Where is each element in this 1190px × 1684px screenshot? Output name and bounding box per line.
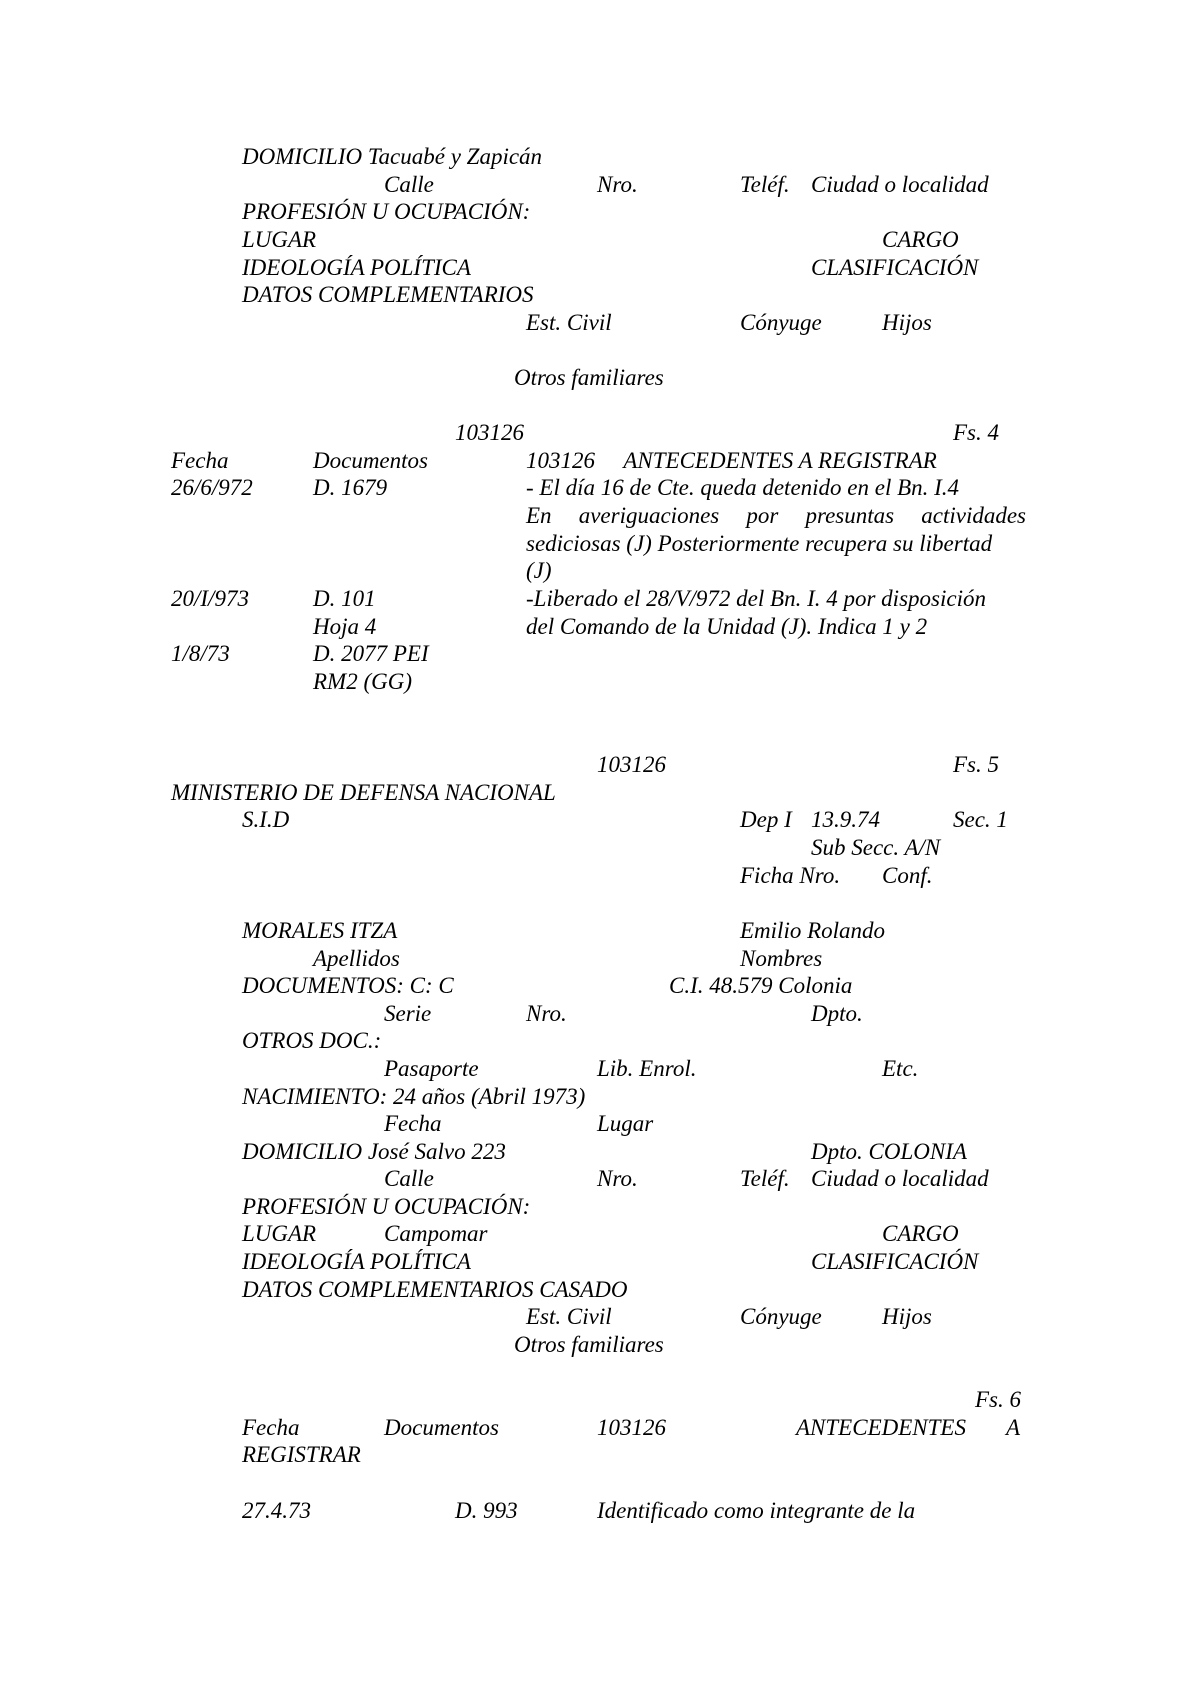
entry-text-line: - El día 16 de Cte. queda detenido en el Bn. I.4 <box>526 475 960 500</box>
file-number: 103126 <box>597 752 666 777</box>
hijos-label: Hijos <box>882 1304 932 1329</box>
nombres-value: Emilio Rolando <box>740 918 886 943</box>
telef-label: Teléf. <box>740 172 790 197</box>
lugar-label: LUGAR <box>242 227 317 252</box>
entry-doc: D. 101 <box>313 586 376 611</box>
profesion-label: PROFESIÓN U OCUPACIÓN: <box>242 1194 531 1219</box>
domicilio-line: DOMICILIO José Salvo 223 <box>242 1139 506 1164</box>
entry-doc: Hoja 4 <box>313 614 377 639</box>
file-number: 103126 <box>597 1415 666 1440</box>
lugar-value: Campomar <box>384 1221 488 1246</box>
ciudad-label: Ciudad o localidad <box>811 172 989 197</box>
entry-text-line: -Liberado el 28/V/972 del Bn. I. 4 por disposición <box>526 586 986 611</box>
dep-label: Dep I <box>740 807 792 832</box>
entry-doc: D. 2077 PEI <box>313 641 429 666</box>
ideologia-label: IDEOLOGÍA POLÍTICA <box>242 1249 471 1274</box>
ciudad-label: Ciudad o localidad <box>811 1166 989 1191</box>
ideologia-label: IDEOLOGÍA POLÍTICA <box>242 255 471 280</box>
entry-doc: D. 1679 <box>313 475 388 500</box>
lugar-label: LUGAR <box>242 1221 317 1246</box>
otros-familiares-label: Otros familiares <box>514 1332 664 1357</box>
entry-fecha: 26/6/972 <box>171 475 253 500</box>
ci-value: C.I. 48.579 Colonia <box>669 973 853 998</box>
pasaporte-label: Pasaporte <box>384 1056 479 1081</box>
etc-label: Etc. <box>882 1056 919 1081</box>
entry-text-line: En averiguaciones por presuntas actividades <box>526 503 1026 528</box>
entry-fecha: 1/8/73 <box>171 641 230 666</box>
datos-complementarios-line: DATOS COMPLEMENTARIOS CASADO <box>242 1277 628 1302</box>
conyuge-label: Cónyuge <box>740 310 822 335</box>
est-civil-label: Est. Civil <box>526 1304 612 1329</box>
apellidos-label: Apellidos <box>313 946 400 971</box>
sid-label: S.I.D <box>242 807 290 832</box>
entry-text-line: Identificado como integrante de la <box>597 1498 916 1523</box>
serie-label: Serie <box>384 1001 432 1026</box>
telef-label: Teléf. <box>740 1166 790 1191</box>
nro-label: Nro. <box>597 172 638 197</box>
col-antecedentes: 103126 ANTECEDENTES A REGISTRAR <box>526 448 937 473</box>
lugar-nac-label: Lugar <box>597 1111 654 1136</box>
entry-doc: D. 993 <box>455 1498 518 1523</box>
folio-number: Fs. 4 <box>953 420 999 445</box>
apellidos-value: MORALES ITZA <box>242 918 398 943</box>
conf-label: Conf. <box>882 863 933 888</box>
est-civil-label: Est. Civil <box>526 310 612 335</box>
ministerio-heading: MINISTERIO DE DEFENSA NACIONAL <box>171 780 556 805</box>
col-fecha: Fecha <box>242 1415 300 1440</box>
clasificacion-label: CLASIFICACIÓN <box>811 1249 979 1274</box>
entry-fecha: 27.4.73 <box>242 1498 311 1523</box>
folio-number: Fs. 6 <box>975 1387 1021 1412</box>
ficha-label: Ficha Nro. <box>740 863 841 888</box>
cargo-label: CARGO <box>882 227 959 252</box>
dpto-label: Dpto. <box>811 1001 863 1026</box>
otros-doc-label: OTROS DOC.: <box>242 1028 382 1053</box>
clasificacion-label: CLASIFICACIÓN <box>811 255 979 280</box>
domicilio-line: DOMICILIO Tacuabé y Zapicán <box>242 144 543 169</box>
col-registrar: REGISTRAR <box>242 1442 361 1467</box>
entry-text-line: del Comando de la Unidad (J). Indica 1 y 2 <box>526 614 928 639</box>
profesion-label: PROFESIÓN U OCUPACIÓN: <box>242 199 531 224</box>
col-documentos: Documentos <box>313 448 428 473</box>
file-number: 103126 <box>455 420 524 445</box>
col-documentos: Documentos <box>384 1415 499 1440</box>
otros-familiares-label: Otros familiares <box>514 365 664 390</box>
dpto-colonia-value: Dpto. COLONIA <box>811 1139 967 1164</box>
nombres-label: Nombres <box>740 946 823 971</box>
conyuge-label: Cónyuge <box>740 1304 822 1329</box>
col-fecha: Fecha <box>171 448 229 473</box>
documentos-label: DOCUMENTOS: C: C <box>242 973 454 998</box>
fecha-label: Fecha <box>384 1111 442 1136</box>
datos-complementarios-label: DATOS COMPLEMENTARIOS <box>242 282 534 307</box>
sec-label: Sec. 1 <box>953 807 1008 832</box>
nro-label: Nro. <box>597 1166 638 1191</box>
entry-fecha: 20/I/973 <box>171 586 249 611</box>
col-antecedentes: ANTECEDENTES <box>796 1415 966 1440</box>
folio-number: Fs. 5 <box>953 752 999 777</box>
col-a: A <box>1006 1415 1021 1440</box>
entry-text-line: sediciosas (J) Posteriormente recupera su libertad <box>526 531 993 556</box>
calle-label: Calle <box>384 1166 434 1191</box>
nacimiento-line: NACIMIENTO: 24 años (Abril 1973) <box>242 1084 586 1109</box>
nro-label: Nro. <box>526 1001 567 1026</box>
entry-doc: RM2 (GG) <box>313 669 412 694</box>
date-value: 13.9.74 <box>811 807 880 832</box>
calle-label: Calle <box>384 172 434 197</box>
lib-enrol-label: Lib. Enrol. <box>597 1056 697 1081</box>
subsecc-label: Sub Secc. A/N <box>811 835 941 860</box>
hijos-label: Hijos <box>882 310 932 335</box>
entry-text-line: (J) <box>526 558 552 583</box>
cargo-label: CARGO <box>882 1221 959 1246</box>
